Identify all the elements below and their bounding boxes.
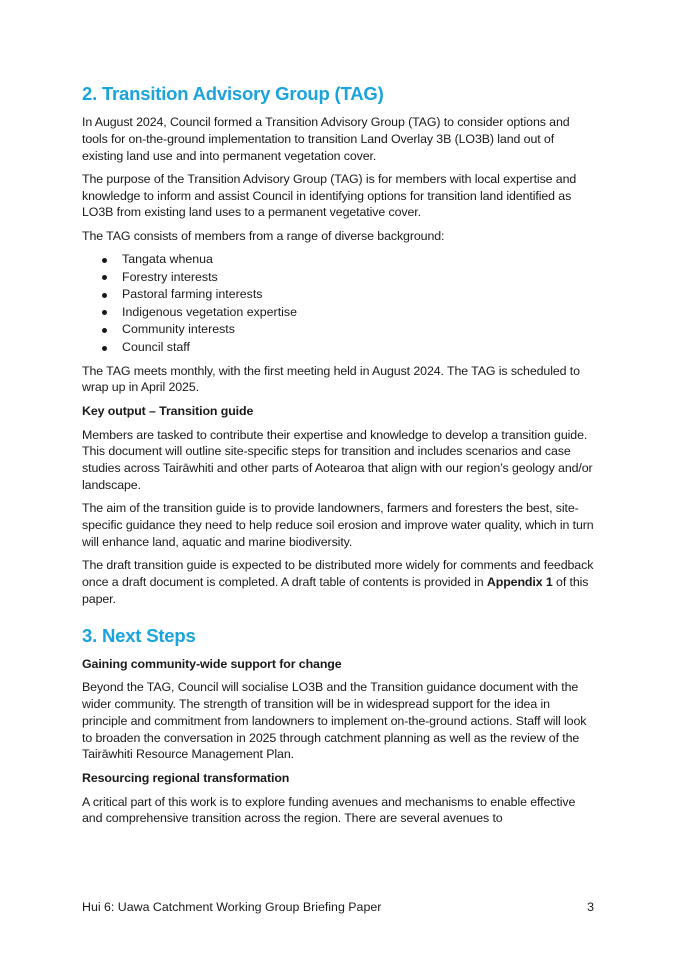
list-item-label: Council staff (122, 340, 190, 355)
list-item-label: Tangata whenua (122, 252, 213, 267)
tag-members-list (82, 251, 598, 357)
tag-paragraph-members-intro: The TAG consists of members from a range of diverse background: (82, 228, 445, 243)
list-item-label: Indigenous vegetation expertise (122, 304, 297, 319)
section-heading-next-steps: 3. Next Steps (82, 624, 196, 646)
draft-text-end: of this paper. (82, 574, 589, 606)
list-item-label: Pastoral farming interests (122, 287, 263, 302)
appendix-reference: Appendix 1 (486, 574, 553, 589)
tag-paragraph-schedule: The TAG meets monthly, with the first meeting held in August 2024. The TAG is scheduled to wrap up in April 2025. (82, 363, 580, 395)
tag-paragraph-draft (82, 557, 598, 607)
bullet-icon (102, 346, 107, 351)
page-footer (82, 899, 594, 915)
next-steps-paragraph-resourcing: A critical part of this work is to explore funding avenues and mechanisms to enable effective and comprehensive transition across the region. There are several avenues to (82, 794, 576, 826)
resourcing-subheading: Resourcing regional transformation (82, 770, 290, 785)
list-item (82, 269, 598, 287)
bullet-icon (102, 275, 107, 280)
list-item-label: Forestry interests (122, 269, 218, 284)
list-item (82, 304, 598, 322)
list-item (82, 251, 598, 269)
list-item-label: Community interests (122, 322, 235, 337)
tag-paragraph-intro: In August 2024, Council formed a Transition Advisory Group (TAG) to consider options and tools for on-the-ground implementation to transition Land Overlay 3B (LO3B) land out of existing land use and into permanent vegetation cover. (82, 115, 570, 163)
tag-paragraph-purpose: The purpose of the Transition Advisory Group (TAG) is for members with local expertise and knowledge to inform and assist Council in identifying options for transition land identified as LO3B from existing land uses to a permanent vegetative cover. (82, 171, 577, 220)
list-item (82, 339, 598, 357)
bullet-icon (102, 328, 107, 333)
next-steps-paragraph-community: Beyond the TAG, Council will socialise LO3B and the Transition guidance document with the wider community. The strength of transition will be in widespread support for the idea in principle and commitment from landowners to implement on-the-ground actions. Staff will look to broaden the conversation in 2025 through catchment planning as well as the review of the Tairāwhiti Resource Management Plan. (82, 680, 587, 762)
footer-title: Hui 6: Uawa Catchment Working Group Briefing Paper (82, 900, 382, 914)
bullet-icon (102, 310, 107, 315)
document-page (82, 80, 598, 834)
section-heading-tag: 2. Transition Advisory Group (TAG) (82, 83, 384, 104)
list-item (82, 286, 598, 304)
draft-text-start: The draft transition guide is expected to be distributed more widely for comments and feedback once a draft document is completed. A draft table of contents is provided in (82, 558, 594, 589)
community-support-subheading: Gaining community-wide support for change (82, 656, 342, 671)
page-number: 3 (587, 900, 594, 914)
key-output-subheading: Key output – Transition guide (82, 403, 254, 418)
tag-paragraph-guide: Members are tasked to contribute their expertise and knowledge to develop a transition guide. This document will outline site-specific steps for transition and includes scenarios and case studies across Tairāwhiti and other parts of Aotearoa that align with our region’s geology and/or landscape. (82, 427, 593, 492)
bullet-icon (102, 293, 107, 298)
tag-paragraph-guide-aim: The aim of the transition guide is to provide landowners, farmers and foresters the best, site-specific guidance they need to help reduce soil erosion and improve water quality, which in turn will enhance land, aquatic and marine biodiversity. (82, 501, 594, 549)
list-item (82, 321, 598, 339)
bullet-icon (102, 258, 107, 263)
